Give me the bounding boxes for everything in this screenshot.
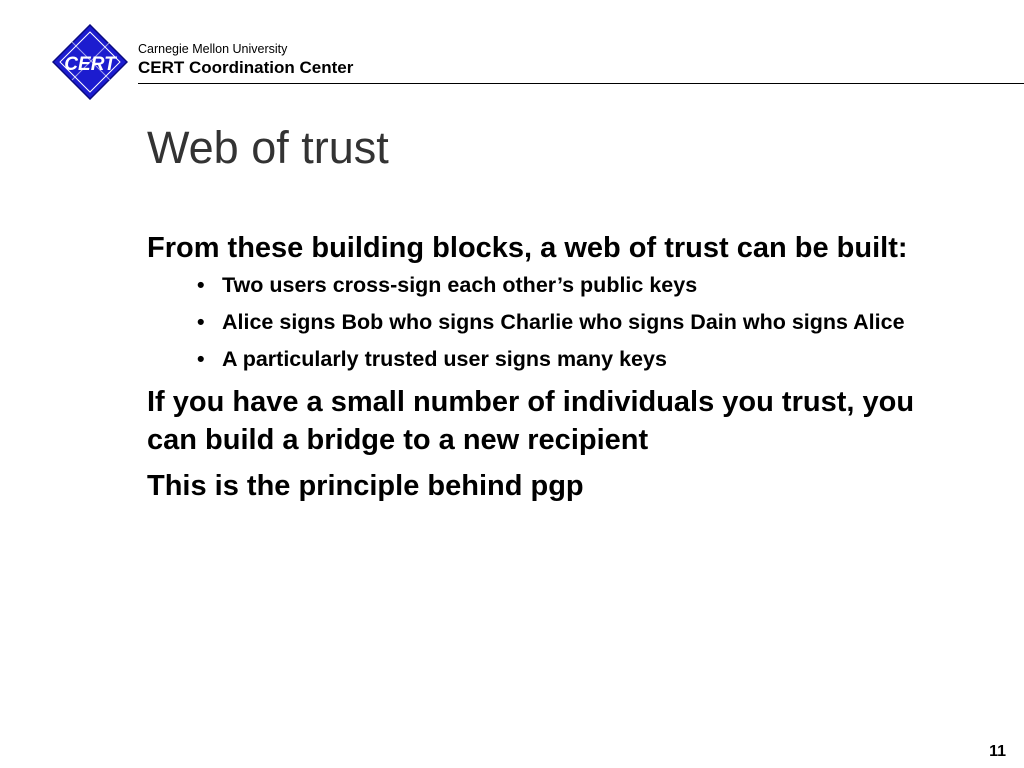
cert-logo [52,24,128,100]
bullet-dot-icon: • [197,347,205,371]
intro-paragraph: From these building blocks, a web of trust can be built: [147,232,908,264]
bullet-list [147,272,927,372]
pgp-paragraph: This is the principle behind pgp [147,470,584,502]
university-name: Carnegie Mellon University [138,42,288,56]
bullet-item: • A particularly trusted user signs many keys [197,347,667,371]
page-number: 11 [989,743,1006,760]
center-name: CERT Coordination Center [138,58,354,77]
header-divider [138,83,1024,84]
slide-title: Web of trust [147,122,389,173]
header-organization [138,42,353,78]
bullet-dot-icon: • [197,273,205,297]
bullet-dot-icon: • [197,310,205,334]
bullet-item: • Alice signs Bob who signs Charlie who signs Dain who signs Alice [197,310,905,334]
logo-text: CERT [64,54,116,75]
bullet-item: • Two users cross-sign each other’s public keys [197,273,698,297]
bridge-paragraph: If you have a small number of individuals you trust, you can build a bridge to a new recipient [147,386,915,456]
slide-content [147,229,927,505]
